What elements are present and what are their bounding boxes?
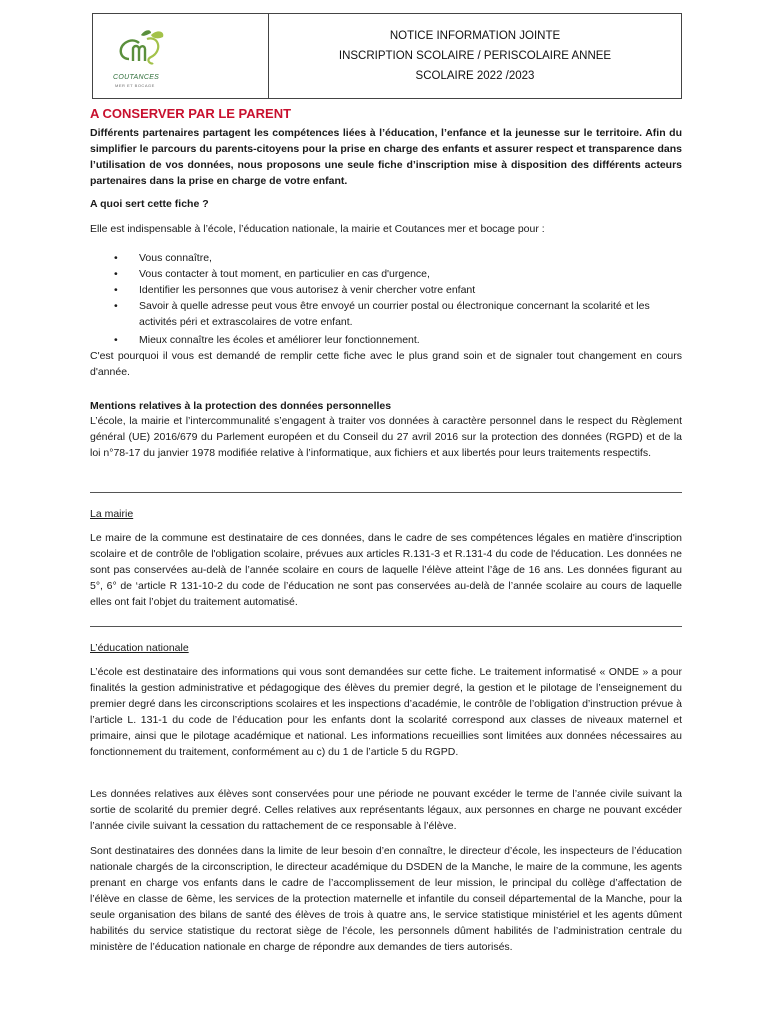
title-line-2: INSCRIPTION SCOLAIRE / PERISCOLAIRE ANNEE xyxy=(338,50,612,62)
logo-cell xyxy=(93,14,269,98)
data-protection-heading: Mentions relatives à la protection des données personnelles xyxy=(90,400,392,412)
purpose-list xyxy=(110,250,682,348)
list-item: • Identifier les personnes que vous autorisez à venir chercher votre enfant xyxy=(110,282,682,298)
list-item: • Vous contacter à tout moment, en particulier en cas d'urgence, xyxy=(110,266,682,282)
education-nationale-para-2: Les données relatives aux élèves sont conservées pour une période ne pouvant excéder le terme de l’année civile suivant la sortie de scolarité du premier degré. Celles relatives aux représentants légaux, aux personnes en charge ne pouvant excéder l’année civile suivant la cessation du rattachement de ce responsable à l’élève. xyxy=(90,788,682,832)
mairie-heading: La mairie xyxy=(90,508,134,520)
purpose-heading: A quoi sert cette fiche ? xyxy=(90,198,209,210)
title-line-3: SCOLAIRE 2022 /2023 xyxy=(415,70,535,82)
data-protection-text: L’école, la mairie et l’intercommunalité s’engagent à traiter vos données à caractère personnel dans le respect du Règlement général (UE) 2016/679 du Parlement européen et du Conseil du 27 avril 2016 sur la protection des données (RGPD) et de la loi n°78-17 du janvier 1978 modifiée relative à l’informatique, aux fichiers et aux libertés pour leurs traitements respectifs. xyxy=(90,415,682,459)
divider xyxy=(90,492,682,493)
header-table xyxy=(92,13,682,99)
keep-notice: A CONSERVER PAR LE PARENT xyxy=(90,106,292,121)
list-item: • Savoir à quelle adresse peut vous être envoyé un courrier postal ou électronique concernant la scolarité et les activités péri et extrascolaires de votre enfant. xyxy=(110,298,682,330)
education-nationale-heading: L’éducation nationale xyxy=(90,642,189,654)
purpose-closing: C'est pourquoi il vous est demandé de remplir cette fiche avec le plus grand soin et de signaler tout changement en cours d'année. xyxy=(90,350,682,378)
title-line-1: NOTICE INFORMATION JOINTE xyxy=(389,30,561,42)
logo-subtext: MER ET BOCAGE xyxy=(115,83,155,88)
mairie-text: Le maire de la commune est destinataire de ces données, dans le cadre de ses compétences légales en matière d'inscription scolaire et de contrôle de l'obligation scolaire, prévues aux articles R.131-3 et R.131-4 du code de l'éducation. Les données ne sont pas conservées au-delà de l’année scolaire en cours de laquelle l’élève atteint l’âge de 16 ans. Les données figurant au 5°, 6° de ‘article R 131-10-2 du code de l’éducation ne sont pas conservées au-delà de l’année scolaire au cours de laquelle elles ont fait l’objet du traitement automatisé. xyxy=(90,532,682,608)
purpose-lead: Elle est indispensable à l’école, l’éducation nationale, la mairie et Coutances mer et bocage pour : xyxy=(90,223,545,235)
education-nationale-para-3: Sont destinataires des données dans la limite de leur besoin d’en connaître, le directeur d’école, les inspecteurs de l’éducation nationale chargés de la circonscription, le directeur académique du DSDEN de la Manche, le maire de la commune, les agents prenant en charge vos enfants dans le cadre de l’accomplissement de leur mission, le principal du collège d’affectation de l’élève en classe de 6ème, les services de la protection maternelle et infantile du conseil départemental de la Manche, pour la seule organisation des bilans de santé des élèves de trois à quatre ans, le service statistique ministériel et les agents dûment habilités du service statistique du rectorat siège de l’école, les personnels dûment habilités de l’administration centrale du ministère de l’éducation nationale en charge de répondre aux demandes de tiers autorisés. xyxy=(90,845,682,953)
education-nationale-para-1: L’école est destinataire des informations qui vous sont demandées sur cette fiche. Le traitement informatisé « ONDE » a pour finalités la gestion administrative et pédagogique des élèves du premier degré, la gestion et le pilotage de l’enseignement du premier degré dans les circonscriptions scolaires et les inspections d’académie, le contrôle de l’obligation d’instruction prévue à l’article L. 131-1 du code de l’éducation pour les enfants dont la scolarité correspond aux classes de niveaux maternel et primaire, ainsi que le pilotage académique et national. Les informations recueillies sont limitées aux données nécessaires au fonctionnement du traitement, conformément au c) du 1 de l’article 5 du RGPD. xyxy=(90,666,682,758)
list-item: • Vous connaître, xyxy=(110,250,682,266)
intro-paragraph: Différents partenaires partagent les compétences liées à l’éducation, l’enfance et la jeunesse sur le territoire. Afin du simplifier le parcours du parents-citoyens pour la prise en charge des enfants et assurer respect et transparence dans l’utilisation de vos données, nous proposons une seule fiche d’inscription mise à disposition des différents acteurs partenaires dans la prise en charge de votre enfant. xyxy=(90,127,682,187)
divider xyxy=(90,626,682,627)
header-title xyxy=(269,14,681,98)
logo-text: COUTANCES xyxy=(113,74,160,81)
list-item: • Mieux connaître les écoles et améliorer leur fonctionnement. xyxy=(110,332,682,348)
coutances-logo-icon xyxy=(111,22,171,92)
